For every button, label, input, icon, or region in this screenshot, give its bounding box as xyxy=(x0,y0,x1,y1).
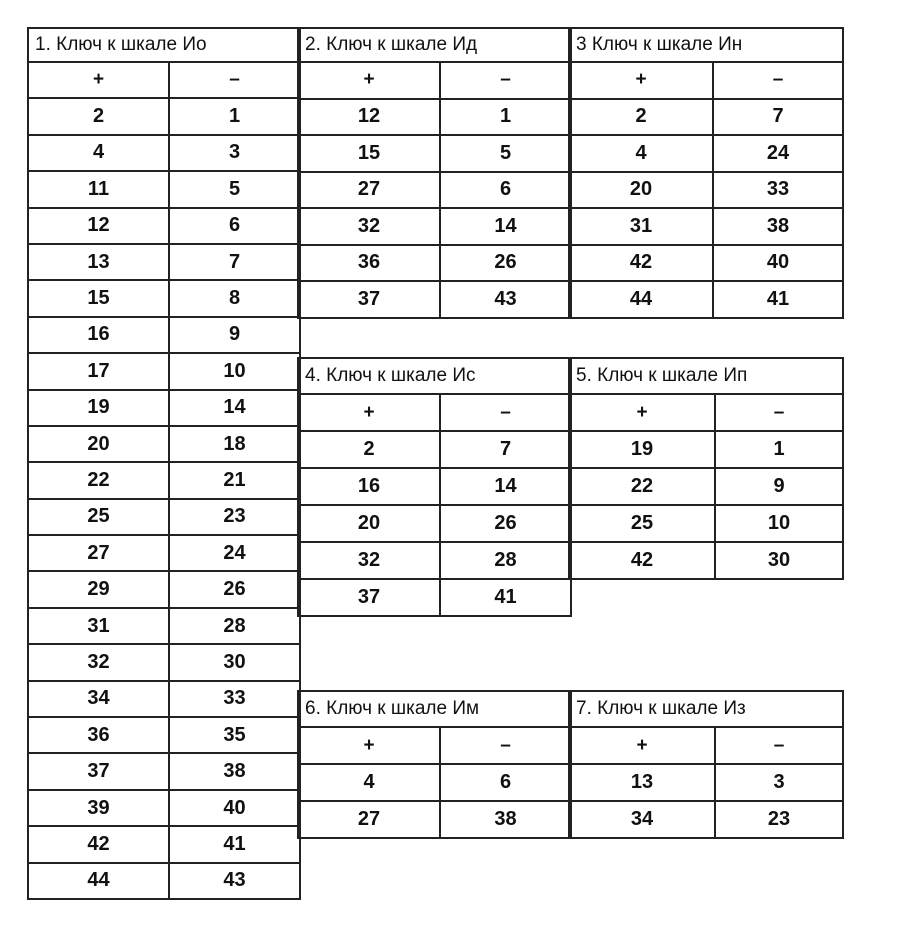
minus-item-number: 7 xyxy=(714,100,844,135)
table-row xyxy=(29,791,301,827)
minus-item-number: 7 xyxy=(441,432,572,467)
plus-item-number: 37 xyxy=(299,282,441,317)
plus-item-number: 36 xyxy=(299,246,441,281)
plus-item-number: 25 xyxy=(29,500,170,534)
plus-item-number: 4 xyxy=(29,136,170,170)
plus-item-number: 31 xyxy=(29,609,170,643)
key-table-id xyxy=(297,27,572,319)
plus-item-number: 20 xyxy=(29,427,170,461)
plus-item-number: 27 xyxy=(299,802,441,837)
minus-item-number: 26 xyxy=(441,246,572,281)
table-row xyxy=(299,136,572,173)
minus-item-number: 38 xyxy=(714,209,844,244)
table-title: 1. Ключ к шкале Ио xyxy=(29,29,301,63)
minus-item-number: 1 xyxy=(441,100,572,135)
table-row xyxy=(29,609,301,645)
sign-header-row xyxy=(570,728,844,765)
minus-item-number: 28 xyxy=(170,609,301,643)
minus-header: – xyxy=(716,395,844,430)
table-row xyxy=(570,136,844,173)
plus-item-number: 13 xyxy=(570,765,716,800)
minus-header: – xyxy=(441,63,572,98)
table-title: 7. Ключ к шкале Из xyxy=(570,692,844,728)
key-table-iz xyxy=(568,690,844,839)
minus-item-number: 7 xyxy=(170,245,301,279)
minus-item-number: 40 xyxy=(170,791,301,825)
table-title: 2. Ключ к шкале Ид xyxy=(299,29,572,63)
table-title: 5. Ключ к шкале Ип xyxy=(570,359,844,395)
plus-item-number: 25 xyxy=(570,506,716,541)
plus-item-number: 2 xyxy=(570,100,714,135)
plus-item-number: 36 xyxy=(29,718,170,752)
minus-item-number: 33 xyxy=(714,173,844,208)
plus-item-number: 4 xyxy=(570,136,714,171)
minus-item-number: 23 xyxy=(170,500,301,534)
plus-item-number: 2 xyxy=(29,99,170,133)
plus-item-number: 29 xyxy=(29,572,170,606)
plus-header: + xyxy=(29,63,170,97)
minus-item-number: 3 xyxy=(716,765,844,800)
key-table-im xyxy=(297,690,572,839)
minus-item-number: 8 xyxy=(170,281,301,315)
table-row xyxy=(29,281,301,317)
plus-header: + xyxy=(299,395,441,430)
minus-item-number: 5 xyxy=(441,136,572,171)
plus-item-number: 32 xyxy=(29,645,170,679)
plus-item-number: 42 xyxy=(570,246,714,281)
plus-item-number: 39 xyxy=(29,791,170,825)
table-row xyxy=(29,500,301,536)
minus-item-number: 14 xyxy=(441,469,572,504)
table-row xyxy=(29,645,301,681)
table-row xyxy=(299,246,572,283)
plus-item-number: 22 xyxy=(570,469,716,504)
plus-item-number: 15 xyxy=(29,281,170,315)
plus-item-number: 20 xyxy=(570,173,714,208)
table-row xyxy=(29,245,301,281)
table-row xyxy=(29,318,301,354)
minus-item-number: 24 xyxy=(170,536,301,570)
table-row xyxy=(29,827,301,863)
plus-item-number: 27 xyxy=(29,536,170,570)
table-row xyxy=(29,682,301,718)
sign-header-row xyxy=(299,63,572,100)
minus-header: – xyxy=(441,395,572,430)
table-title: 3 Ключ к шкале Ин xyxy=(570,29,844,63)
table-row xyxy=(29,136,301,172)
plus-item-number: 37 xyxy=(299,580,441,615)
table-title: 4. Ключ к шкале Ис xyxy=(299,359,572,395)
minus-item-number: 26 xyxy=(170,572,301,606)
minus-item-number: 38 xyxy=(441,802,572,837)
minus-item-number: 6 xyxy=(170,209,301,243)
table-row xyxy=(299,100,572,137)
minus-item-number: 6 xyxy=(441,765,572,800)
table-row xyxy=(29,354,301,390)
table-row xyxy=(29,754,301,790)
plus-item-number: 34 xyxy=(29,682,170,716)
minus-item-number: 1 xyxy=(170,99,301,133)
plus-item-number: 19 xyxy=(570,432,716,467)
plus-item-number: 44 xyxy=(29,864,170,898)
table-row xyxy=(299,802,572,839)
plus-item-number: 27 xyxy=(299,173,441,208)
plus-item-number: 2 xyxy=(299,432,441,467)
table-row xyxy=(29,427,301,463)
minus-item-number: 26 xyxy=(441,506,572,541)
sign-header-row xyxy=(570,63,844,100)
plus-item-number: 16 xyxy=(299,469,441,504)
minus-item-number: 43 xyxy=(441,282,572,317)
table-row xyxy=(29,718,301,754)
plus-item-number: 42 xyxy=(29,827,170,861)
key-table-in xyxy=(568,27,844,319)
plus-header: + xyxy=(570,395,716,430)
table-row xyxy=(299,543,572,580)
table-row xyxy=(570,246,844,283)
plus-item-number: 31 xyxy=(570,209,714,244)
plus-item-number: 32 xyxy=(299,209,441,244)
minus-header: – xyxy=(716,728,844,763)
sign-header-row xyxy=(29,63,301,99)
plus-item-number: 11 xyxy=(29,172,170,206)
table-row xyxy=(570,765,844,802)
plus-item-number: 37 xyxy=(29,754,170,788)
table-row xyxy=(299,432,572,469)
table-row xyxy=(299,580,572,617)
table-row xyxy=(299,469,572,506)
table-row xyxy=(570,209,844,246)
minus-item-number: 10 xyxy=(170,354,301,388)
plus-item-number: 20 xyxy=(299,506,441,541)
minus-item-number: 40 xyxy=(714,246,844,281)
plus-item-number: 42 xyxy=(570,543,716,578)
table-row xyxy=(29,536,301,572)
minus-item-number: 30 xyxy=(716,543,844,578)
table-row xyxy=(29,209,301,245)
table-row xyxy=(570,100,844,137)
minus-item-number: 14 xyxy=(441,209,572,244)
minus-item-number: 24 xyxy=(714,136,844,171)
minus-item-number: 35 xyxy=(170,718,301,752)
minus-item-number: 3 xyxy=(170,136,301,170)
table-row xyxy=(570,432,844,469)
minus-item-number: 14 xyxy=(170,391,301,425)
minus-item-number: 23 xyxy=(716,802,844,837)
minus-item-number: 6 xyxy=(441,173,572,208)
plus-item-number: 22 xyxy=(29,463,170,497)
plus-item-number: 15 xyxy=(299,136,441,171)
plus-header: + xyxy=(570,728,716,763)
table-row xyxy=(570,802,844,839)
minus-item-number: 41 xyxy=(170,827,301,861)
key-table-ip xyxy=(568,357,844,580)
table-row xyxy=(29,864,301,900)
table-row xyxy=(299,173,572,210)
key-table-is xyxy=(297,357,572,617)
sign-header-row xyxy=(299,395,572,432)
table-row xyxy=(570,506,844,543)
plus-item-number: 19 xyxy=(29,391,170,425)
table-row xyxy=(29,391,301,427)
table-row xyxy=(299,765,572,802)
minus-item-number: 30 xyxy=(170,645,301,679)
key-table-io xyxy=(27,27,301,900)
minus-item-number: 43 xyxy=(170,864,301,898)
minus-item-number: 21 xyxy=(170,463,301,497)
minus-item-number: 18 xyxy=(170,427,301,461)
sign-header-row xyxy=(299,728,572,765)
minus-header: – xyxy=(714,63,844,98)
minus-header: – xyxy=(170,63,301,97)
minus-header: – xyxy=(441,728,572,763)
minus-item-number: 41 xyxy=(441,580,572,615)
plus-item-number: 32 xyxy=(299,543,441,578)
plus-item-number: 12 xyxy=(29,209,170,243)
plus-item-number: 16 xyxy=(29,318,170,352)
sign-header-row xyxy=(570,395,844,432)
plus-item-number: 13 xyxy=(29,245,170,279)
minus-item-number: 1 xyxy=(716,432,844,467)
plus-header: + xyxy=(299,63,441,98)
table-row xyxy=(299,506,572,543)
table-row xyxy=(570,543,844,580)
table-row xyxy=(570,469,844,506)
table-row xyxy=(29,172,301,208)
plus-header: + xyxy=(570,63,714,98)
minus-item-number: 10 xyxy=(716,506,844,541)
table-row xyxy=(29,99,301,135)
plus-item-number: 12 xyxy=(299,100,441,135)
minus-item-number: 28 xyxy=(441,543,572,578)
minus-item-number: 41 xyxy=(714,282,844,317)
plus-header: + xyxy=(299,728,441,763)
table-row xyxy=(29,572,301,608)
table-row xyxy=(29,463,301,499)
table-row xyxy=(299,282,572,319)
table-row xyxy=(570,173,844,210)
plus-item-number: 44 xyxy=(570,282,714,317)
minus-item-number: 33 xyxy=(170,682,301,716)
plus-item-number: 34 xyxy=(570,802,716,837)
minus-item-number: 9 xyxy=(170,318,301,352)
minus-item-number: 5 xyxy=(170,172,301,206)
table-title: 6. Ключ к шкале Им xyxy=(299,692,572,728)
plus-item-number: 4 xyxy=(299,765,441,800)
minus-item-number: 38 xyxy=(170,754,301,788)
plus-item-number: 17 xyxy=(29,354,170,388)
table-row xyxy=(299,209,572,246)
minus-item-number: 9 xyxy=(716,469,844,504)
table-row xyxy=(570,282,844,319)
